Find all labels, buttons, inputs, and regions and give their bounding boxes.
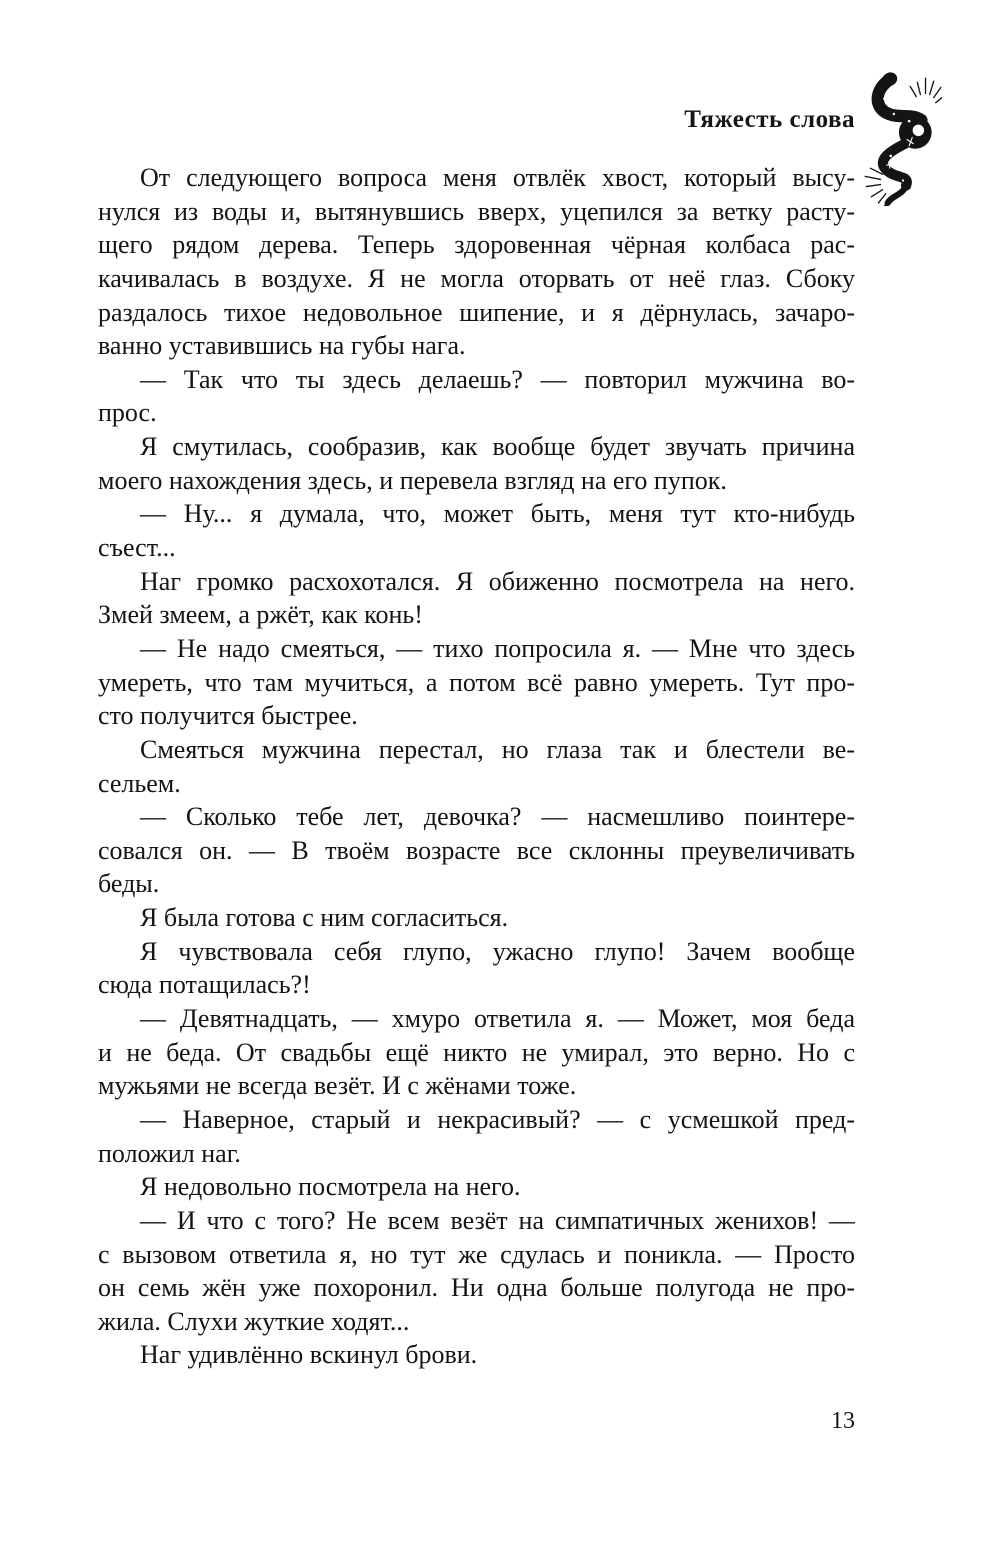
text-line: Я была готова с ним согласиться. bbox=[140, 903, 509, 933]
page-number: 13 bbox=[831, 1408, 855, 1434]
text-line: — Сколько тебе лет, девочка? — насмешливо поинтере- bbox=[140, 802, 855, 832]
text-line: сто получится быстрее. bbox=[98, 701, 358, 731]
text-line: ванно уставившись на губы нага. bbox=[98, 331, 466, 361]
paragraph bbox=[98, 935, 855, 1002]
paragraph bbox=[98, 497, 855, 564]
body-text bbox=[98, 161, 855, 1372]
paragraph bbox=[98, 565, 855, 632]
paragraph bbox=[98, 901, 855, 935]
text-line: совался он. — В твоём возрасте все склонны преувеличивать bbox=[98, 835, 855, 865]
paragraph bbox=[98, 363, 855, 430]
text-line: — Девятнадцать, — хмуро ответила я. — Может, моя беда bbox=[140, 1004, 855, 1034]
text-line: Змей змеем, а ржёт, как конь! bbox=[98, 600, 423, 630]
text-line: — Ну... я думала, что, может быть, меня тут кто-нибудь bbox=[140, 499, 855, 529]
text-line: сельем. bbox=[98, 768, 181, 798]
paragraph bbox=[98, 1338, 855, 1372]
text-line: Наг удивлённо вскинул брови. bbox=[140, 1340, 478, 1370]
text-line: умереть, что там мучиться, а потом всё равно умереть. Тут про- bbox=[98, 667, 855, 697]
text-line: прос. bbox=[98, 398, 157, 428]
text-line: жила. Слухи жуткие ходят... bbox=[98, 1306, 410, 1336]
text-line: сюда потащилась?! bbox=[98, 970, 311, 1000]
text-line: — Наверное, старый и некрасивый? — с усмешкой пред- bbox=[140, 1104, 855, 1134]
text-line: раздалось тихое недовольное шипение, и я дёрнулась, зачаро- bbox=[98, 297, 855, 327]
paragraph bbox=[98, 1103, 855, 1170]
celestial-snake-icon bbox=[862, 68, 942, 206]
text-line: — Так что ты здесь делаешь? — повторил мужчина во- bbox=[140, 364, 855, 394]
text-line: мужьями не всегда везёт. И с жёнами тоже. bbox=[98, 1071, 577, 1101]
paragraph bbox=[98, 1002, 855, 1103]
paragraph bbox=[98, 430, 855, 497]
text-line: и не беда. От свадьбы ещё никто не умирал, это верно. Но с bbox=[98, 1037, 855, 1067]
paragraph bbox=[98, 1170, 855, 1204]
text-line: щего рядом дерева. Теперь здоровенная чёрная колбаса рас- bbox=[98, 230, 855, 260]
paragraph bbox=[98, 733, 855, 800]
text-line: нулся из воды и, вытянувшись вверх, уцепился за ветку расту- bbox=[98, 196, 855, 226]
text-line: — Не надо смеяться, — тихо попросила я. — Мне что здесь bbox=[140, 633, 855, 663]
text-line: Я недовольно посмотрела на него. bbox=[140, 1172, 521, 1202]
text-line: положил наг. bbox=[98, 1138, 241, 1168]
text-line: — И что с того? Не всем везёт на симпатичных женихов! — bbox=[140, 1205, 855, 1235]
paragraph bbox=[98, 161, 855, 363]
text-line: Я чувствовала себя глупо, ужасно глупо! Зачем вообще bbox=[140, 936, 855, 966]
text-line: он семь жён уже похоронил. Ни одна больше полугода не про- bbox=[98, 1273, 855, 1303]
text-line: качивалась в воздухе. Я не могла оторвать от неё глаз. Сбоку bbox=[98, 263, 855, 293]
text-line: От следующего вопроса меня отвлёк хвост, который высу- bbox=[140, 163, 855, 192]
text-line: с вызовом ответила я, но тут же сдулась и поникла. — Просто bbox=[98, 1239, 855, 1269]
paragraph bbox=[98, 632, 855, 733]
text-line: Наг громко расхохотался. Я обиженно посмотрела на него. bbox=[140, 566, 855, 596]
text-line: моего нахождения здесь, и перевела взгляд на его пупок. bbox=[98, 465, 727, 495]
text-line: съест... bbox=[98, 533, 176, 563]
text-line: беды. bbox=[98, 869, 160, 899]
paragraph bbox=[98, 800, 855, 901]
text-line: Смеяться мужчина перестал, но глаза так и блестели ве- bbox=[140, 734, 855, 764]
text-line: Я смутилась, сообразив, как вообще будет звучать причина bbox=[140, 432, 855, 462]
paragraph bbox=[98, 1204, 855, 1339]
running-title: Тяжесть слова bbox=[684, 106, 855, 133]
